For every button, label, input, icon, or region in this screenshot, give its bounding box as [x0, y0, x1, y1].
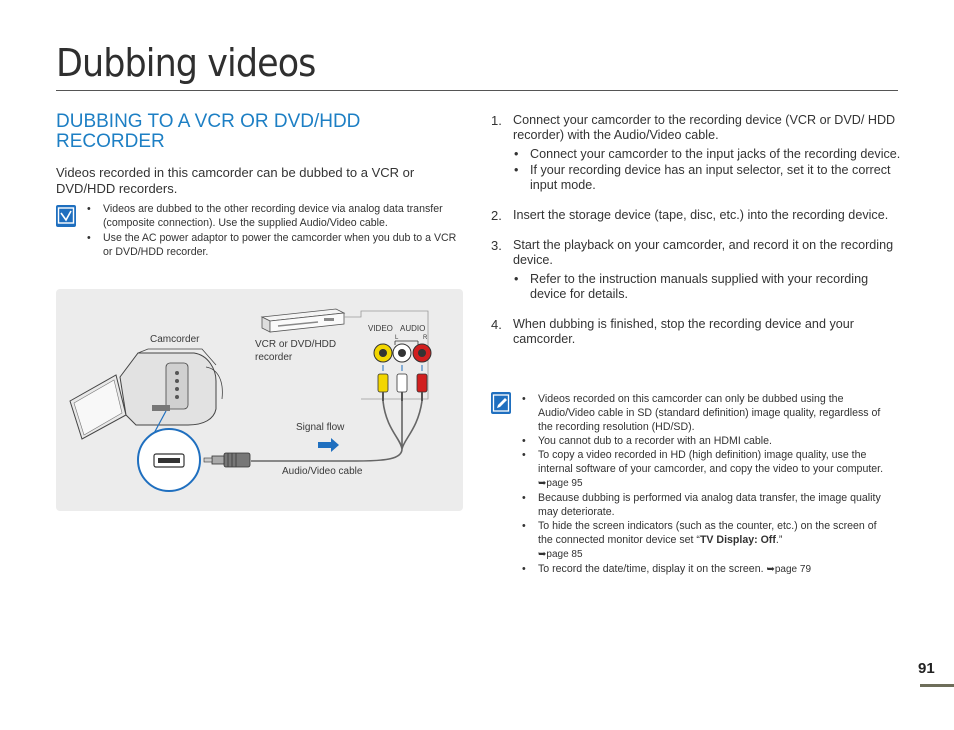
step-text: Connect your camcorder to the recording device (VCR or DVD/ HDD recorder) with the Audio/Video cable.	[513, 113, 896, 142]
section-heading: DUBBING TO A VCR OR DVD/HDD RECORDER	[56, 111, 361, 152]
note-item: • Videos recorded on this camcorder can only be dubbed using the Audio/Video cable in SD (standard definition) image quality, regardless of the recording resolution (HD/SD).	[522, 392, 892, 434]
camcorder-icon	[70, 349, 222, 439]
recorder-label-line1: VCR or DVD/HDD	[255, 339, 337, 350]
step-text: When dubbing is finished, stop the recording device and your camcorder.	[513, 317, 854, 346]
page-title: Dubbing videos	[56, 41, 316, 85]
step-item	[491, 238, 901, 302]
page-number-bar	[920, 684, 954, 687]
step-number: 3.	[491, 238, 502, 253]
camcorder-label: Camcorder	[150, 334, 200, 345]
input-jack-panel	[374, 341, 431, 362]
title-divider	[56, 90, 898, 91]
note-item	[522, 562, 892, 577]
note-text: To hide the screen indicators (such as the counter, etc.) on the screen of the connected monitor device set “	[538, 520, 877, 546]
note-item: • Because dubbing is performed via analog data transfer, the image quality may deteriorate.	[522, 491, 892, 519]
substep-item: • If your recording device has an input selector, set it to the correct input mode.	[513, 163, 901, 193]
intro-paragraph: Videos recorded in this camcorder can be dubbed to a VCR or DVD/HDD recorders.	[56, 165, 415, 196]
page-number: 91	[918, 660, 935, 677]
checkmark-note-icon	[56, 205, 76, 227]
page-reference-link[interactable]: ➥page 85	[538, 549, 583, 560]
step-number: 4.	[491, 317, 502, 332]
substep-list	[513, 272, 901, 302]
connection-diagram	[56, 289, 463, 511]
note-item: • Use the AC power adaptor to power the camcorder when you dub to a VCR or DVD/HDD recorder.	[86, 231, 461, 259]
page-reference-link[interactable]: ➥page 95	[538, 478, 583, 489]
step-text: Start the playback on your camcorder, and record it on the recording device.	[513, 238, 894, 267]
left-channel-label: L	[395, 335, 399, 341]
note-item: • Videos are dubbed to the other recording device via analog data transfer (composite connection). Use the supplied Audio/Video cable.	[86, 202, 461, 230]
note-text: .”	[775, 534, 783, 546]
pencil-note-icon	[491, 392, 511, 414]
right-channel-label: R	[423, 335, 428, 341]
signal-flow-arrow-icon	[318, 438, 339, 452]
signal-flow-label: Signal flow	[296, 422, 345, 433]
video-jack-label: VIDEO	[368, 324, 393, 333]
step-text: Insert the storage device (tape, disc, etc.) into the recording device.	[513, 208, 889, 222]
step-number: 2.	[491, 208, 502, 223]
step-number: 1.	[491, 113, 502, 128]
av-mini-plug	[204, 453, 250, 467]
audio-jack-label: AUDIO	[400, 324, 426, 333]
note-item: • You cannot dub to a recorder with an HDMI cable.	[522, 434, 892, 448]
menu-setting-name: TV Display: Off	[699, 534, 776, 546]
left-notes-list	[86, 202, 461, 260]
substep-item: • Refer to the instruction manuals supplied with your recording device for details.	[513, 272, 901, 302]
steps-list	[491, 113, 901, 362]
page-reference-link[interactable]: ➥page 79	[766, 564, 812, 575]
note-item	[522, 448, 892, 491]
step-item	[491, 208, 901, 223]
recorder-device-icon	[262, 309, 344, 332]
step-item	[491, 113, 901, 193]
note-text: To record the date/time, display it on the screen.	[538, 563, 764, 575]
substep-list	[513, 147, 901, 193]
recorder-label-line2: recorder	[255, 352, 293, 363]
rca-plugs	[378, 374, 427, 401]
cable-label: Audio/Video cable	[282, 466, 363, 477]
av-port-icon	[154, 454, 184, 467]
step-item	[491, 317, 901, 347]
note-text: To copy a video recorded in HD (high definition) image quality, use the internal software of your camcorder, and copy the video to your computer.	[538, 449, 884, 475]
right-notes-list	[522, 392, 892, 577]
note-item	[522, 519, 892, 562]
substep-item: • Connect your camcorder to the input jacks of the recording device.	[513, 147, 901, 162]
